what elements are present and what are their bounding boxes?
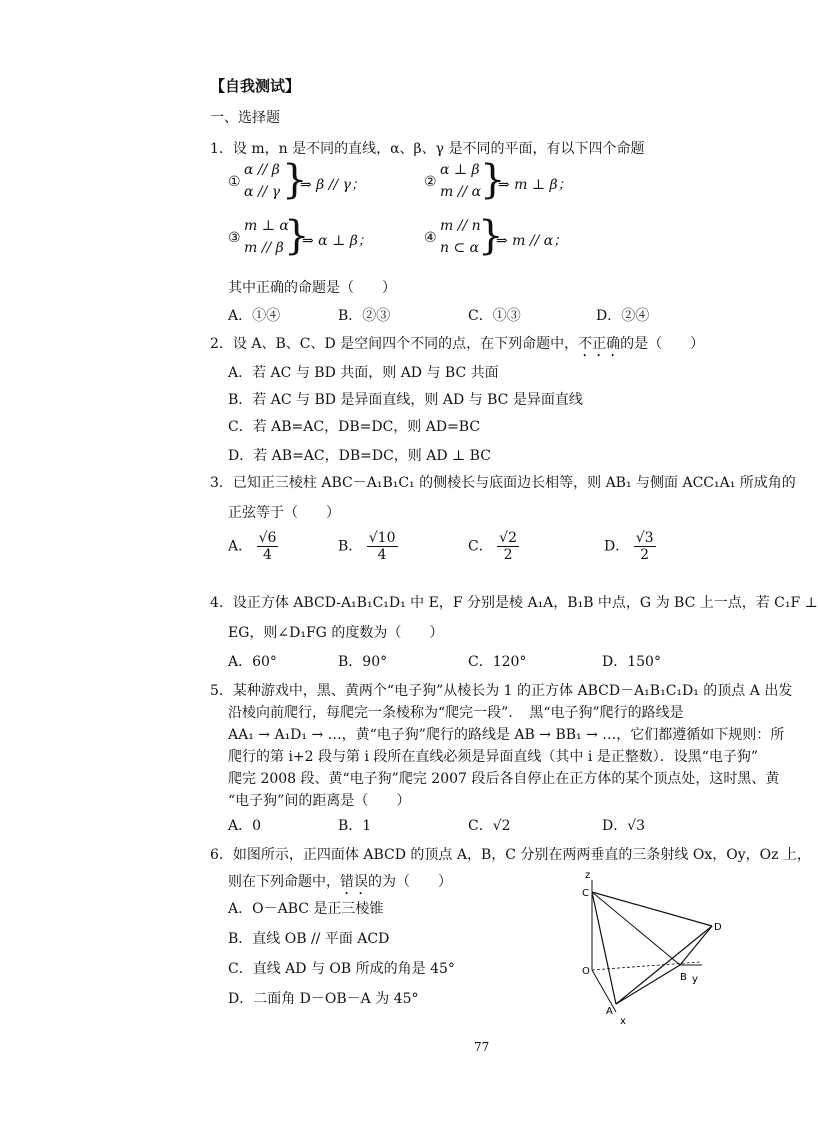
q5-line-5: 爬完 2008 段、黄“电子狗”爬完 2007 段后各自停止在正方体的某个顶点处，这时黑、黄	[228, 771, 780, 787]
q1-option-c: C．①③	[468, 308, 521, 324]
q5-option-c: C．√2	[468, 818, 511, 834]
q5-option-b: B．1	[338, 818, 372, 834]
edge-bd	[680, 926, 712, 965]
q2-option-a: A．若 AC 与 BD 共面，则 AD 与 BC 共面	[228, 365, 499, 381]
label-b: B	[680, 972, 687, 983]
fraction-denominator: 2	[640, 547, 650, 563]
q4-option-c: C．120°	[468, 654, 527, 670]
q5-line-2: 沿棱向前爬行，每爬完一条棱称为“爬完一段”． 黑“电子狗”爬行的路线是	[228, 705, 684, 721]
q2-stem-b: 的是（ ）	[620, 336, 705, 352]
q4-option-a: A．60°	[228, 654, 277, 670]
q3-option-a	[228, 530, 278, 563]
q3-option-c	[468, 530, 519, 563]
q2-option-d: D．若 AB=AC，DB=DC，则 AD ⊥ BC	[228, 448, 491, 464]
q5-line-6: “电子狗”间的距离是（ ）	[228, 793, 411, 809]
option-label: A．	[228, 538, 253, 555]
option-label: D．	[604, 538, 630, 555]
q4-option-b: B．90°	[338, 654, 388, 670]
label-z: z	[585, 870, 591, 881]
edge-cd	[592, 892, 712, 926]
q3-option-d	[604, 530, 656, 563]
right-brace-icon: }	[478, 213, 504, 259]
page-number: 77	[474, 1040, 490, 1054]
fraction-denominator: 4	[377, 547, 387, 563]
q4-option-d: D．150°	[602, 654, 661, 670]
fraction	[497, 530, 519, 563]
section-header: 【自我测试】	[210, 77, 301, 95]
q5-line-4: 爬行的第 i+2 段与第 i 段所在直线必须是异面直线（其中 i 是正整数）．设黑“电子狗”	[228, 749, 759, 765]
q6-option-a: A．O－ABC 是正三棱锥	[228, 901, 384, 917]
fraction-denominator: 2	[503, 547, 513, 563]
q1-option-b: B．②③	[338, 308, 391, 324]
q1-stem: 1．设 m，n 是不同的直线，α、β、γ 是不同的平面，有以下四个命题	[210, 141, 645, 157]
prop-premise-top: m // n	[440, 218, 481, 234]
right-brace-icon: }	[282, 157, 308, 203]
q6-line1: 6．如图所示，正四面体 ABCD 的顶点 A，B，C 分别在两两垂直的三条射线 Ox，Oy，Oz 上，	[210, 847, 811, 863]
q5-option-a: A．0	[228, 818, 262, 834]
label-c: C	[582, 888, 589, 899]
q6-line2	[228, 871, 452, 898]
q6-line2-a: 则在下列命题中，	[228, 874, 340, 890]
q1-option-a: A．①④	[228, 308, 281, 324]
section-title: 一、选择题	[210, 110, 280, 126]
fraction	[634, 530, 656, 563]
fraction	[367, 530, 398, 563]
prop-label: ②	[424, 174, 437, 190]
prop-premise-bottom: α // γ	[244, 184, 281, 200]
q2-option-b: B．若 AC 与 BD 是异面直线，则 AD 与 BC 是异面直线	[228, 392, 583, 408]
prop-premise-bottom: m // β	[244, 240, 284, 256]
prop-premise-bottom: n ⊂ α	[440, 240, 480, 256]
option-label: B．	[338, 538, 363, 555]
fraction-numerator: √6	[258, 530, 277, 546]
label-d: D	[714, 922, 722, 933]
q5-line-1: 5．某种游戏中，黑、黄两个“电子狗”从棱长为 1 的正方体 ABCD－A₁B₁C₁D₁ 的顶点 A 出发	[210, 683, 793, 699]
q1-option-d: D．②④	[596, 308, 650, 324]
q4-line2: EG，则∠D₁FG 的度数为（ ）	[228, 625, 444, 641]
prop-label: ④	[424, 230, 437, 246]
prop-premise-bottom: m // α	[440, 184, 482, 200]
q2-option-c: C．若 AB=AC，DB=DC，则 AD=BC	[228, 419, 481, 435]
q6-option-b: B．直线 OB // 平面 ACD	[228, 931, 390, 947]
q5-line-3: AA₁ → A₁D₁ → …，黄“电子狗”爬行的路线是 AB → BB₁ → …，它们都遵循如下规则：所	[228, 727, 785, 743]
prop-conclusion: ⇒ α ⊥ β；	[302, 233, 372, 249]
right-brace-icon: }	[480, 157, 506, 203]
prop-premise-top: α // β	[244, 162, 280, 178]
q6-option-d: D．二面角 D－OB－A 为 45°	[228, 991, 419, 1007]
prop-premise-top: α ⊥ β	[440, 162, 480, 178]
q4-line1: 4．设正方体 ABCD-A₁B₁C₁D₁ 中 E，F 分别是棱 A₁A，B₁B 中点，G 为 BC 上一点，若 C₁F ⊥	[210, 595, 818, 611]
label-o: O	[582, 966, 590, 977]
label-a: A	[606, 1006, 613, 1017]
q1-ask: 其中正确的命题是（ ）	[228, 280, 396, 296]
prop-conclusion: ⇒ m ⊥ β；	[498, 177, 572, 193]
label-x: x	[620, 1016, 626, 1027]
q5-option-d: D．√3	[602, 818, 646, 834]
fraction-denominator: 4	[263, 547, 272, 563]
q3-line1: 3．已知正三棱柱 ABC－A₁B₁C₁ 的侧棱长与底面边长相等，则 AB₁ 与侧面 ACC₁A₁ 所成角的	[210, 475, 796, 491]
right-brace-icon: }	[284, 213, 310, 259]
q2-stem-emphasis: 不正确	[578, 336, 621, 352]
option-label: C．	[468, 538, 493, 555]
tetrahedron-figure	[570, 862, 720, 1032]
prop-label: ③	[228, 230, 241, 246]
prop-premise-top: m ⊥ α	[244, 218, 289, 234]
q6-line2-b: 的为（ ）	[368, 874, 452, 890]
fraction-numerator: √2	[499, 530, 517, 546]
prop-conclusion: ⇒ m // α；	[496, 233, 568, 249]
q6-option-c: C．直线 AD 与 OB 所成的角是 45°	[228, 961, 455, 977]
fraction-numerator: √3	[635, 530, 654, 546]
label-y: y	[692, 974, 698, 985]
fraction-numerator: √10	[368, 530, 396, 546]
q3-line2: 正弦等于（ ）	[228, 505, 340, 521]
prop-label: ①	[228, 174, 241, 190]
prop-conclusion: ⇒ β // γ；	[300, 177, 365, 193]
q3-option-b	[338, 530, 398, 563]
fraction	[257, 530, 279, 563]
q6-line2-emphasis: 错误	[340, 874, 368, 890]
q2-stem	[210, 333, 704, 360]
q2-stem-a: 2．设 A、B、C、D 是空间四个不同的点，在下列命题中，	[210, 336, 579, 352]
edge-ab	[616, 965, 680, 1004]
